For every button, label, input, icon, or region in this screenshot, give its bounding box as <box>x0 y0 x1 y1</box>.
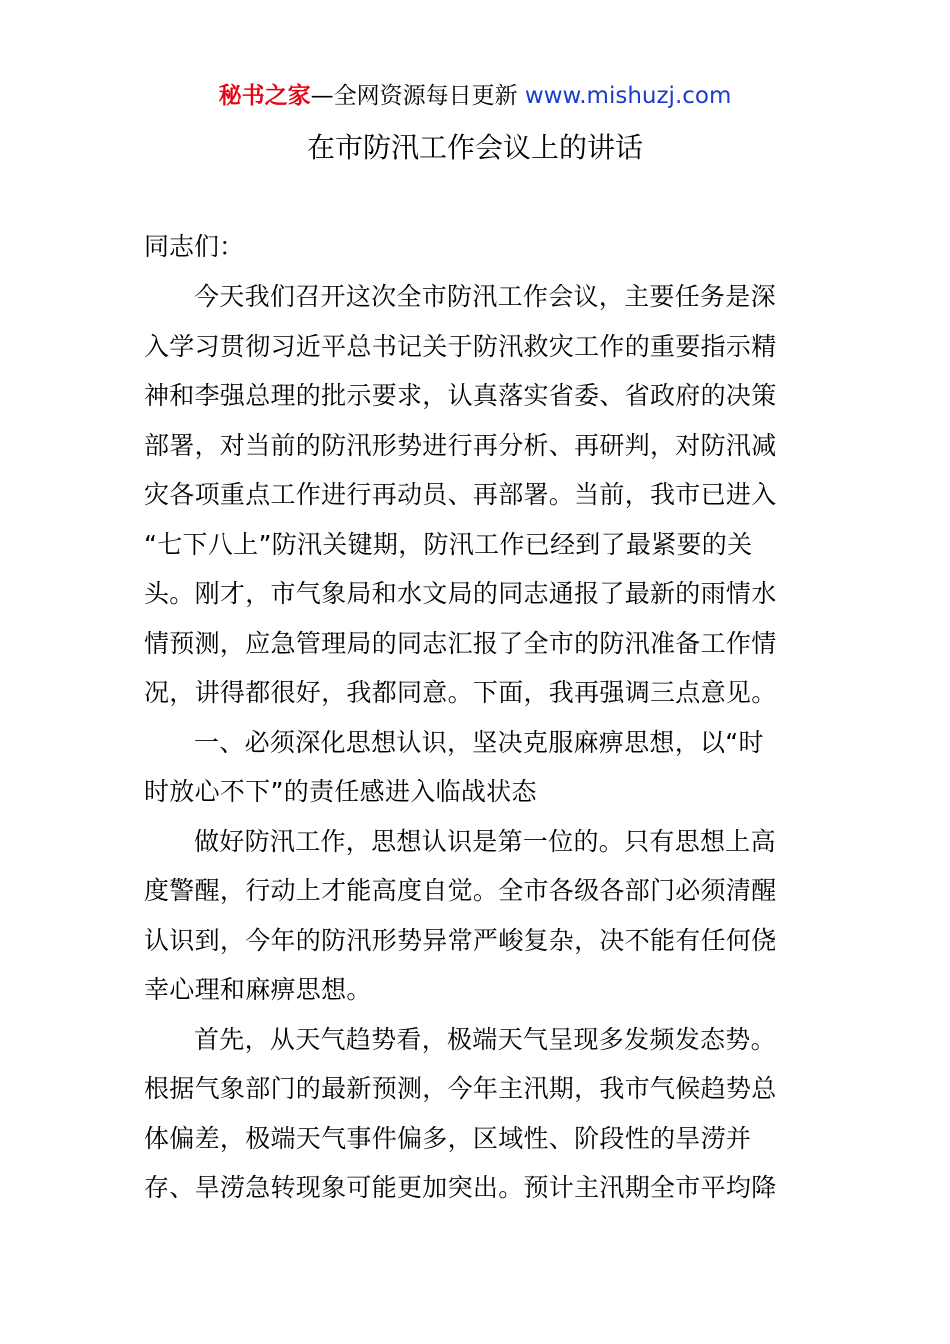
document-body <box>144 272 808 1213</box>
section-heading-line: 一、必须深化思想认识，坚决克服麻痹思想，以“时 <box>194 727 764 757</box>
text-line: 体偏差，极端天气事件偏多，区域性、阶段性的旱涝并 <box>144 1123 752 1153</box>
text-line: 度警醒，行动上才能高度自觉。全市各级各部门必须清醒 <box>144 876 777 905</box>
document-title: 在市防汛工作会议上的讲话 <box>306 131 643 164</box>
text-line: 存、旱涝急转现象可能更加突出。预计主汛期全市平均降 <box>144 1173 777 1202</box>
text-line: 神和李强总理的批示要求，认真落实省委、省政府的决策 <box>144 381 777 410</box>
salutation: 同志们： <box>144 232 245 261</box>
text-line: 今天我们召开这次全市防汛工作会议，主要任务是深 <box>194 282 776 311</box>
text-line: 况，讲得都很好，我都同意。下面，我再强调三点意见。 <box>144 678 777 707</box>
text-line: 幸心理和麻痹思想。 <box>144 975 372 1004</box>
text-line: “七下八上”防汛关键期，防汛工作已经到了最紧要的关 <box>144 529 753 559</box>
text-line: 做好防汛工作，思想认识是第一位的。只有思想上高 <box>194 826 776 856</box>
text-line: 根据气象部门的最新预测，今年主汛期，我市气候趋势总 <box>144 1074 777 1103</box>
site-tagline: —全网资源每日更新 <box>310 83 525 109</box>
text-line: 入学习贯彻习近平总书记关于防汛救灾工作的重要指示精 <box>144 331 777 361</box>
site-url-link[interactable]: www.mishuzj.com <box>524 83 732 109</box>
text-line: 情预测，应急管理局的同志汇报了全市的防汛准备工作情 <box>144 628 777 658</box>
site-brand: 秘书之家 <box>218 83 311 109</box>
text-line: 首先，从天气趋势看，极端天气呈现多发频发态势。 <box>194 1024 776 1054</box>
text-line: 认识到，今年的防汛形势异常严峻复杂，决不能有任何侥 <box>144 925 777 955</box>
site-header <box>0 80 950 112</box>
text-line: 头。刚才，市气象局和水文局的同志通报了最新的雨情水 <box>144 579 777 608</box>
text-line: 部署，对当前的防汛形势进行再分析、再研判，对防汛减 <box>144 430 777 460</box>
section-heading-line: 时放心不下”的责任感进入临战状态 <box>144 777 537 806</box>
text-line: 灾各项重点工作进行再动员、再部署。当前，我市已进入 <box>144 480 777 509</box>
